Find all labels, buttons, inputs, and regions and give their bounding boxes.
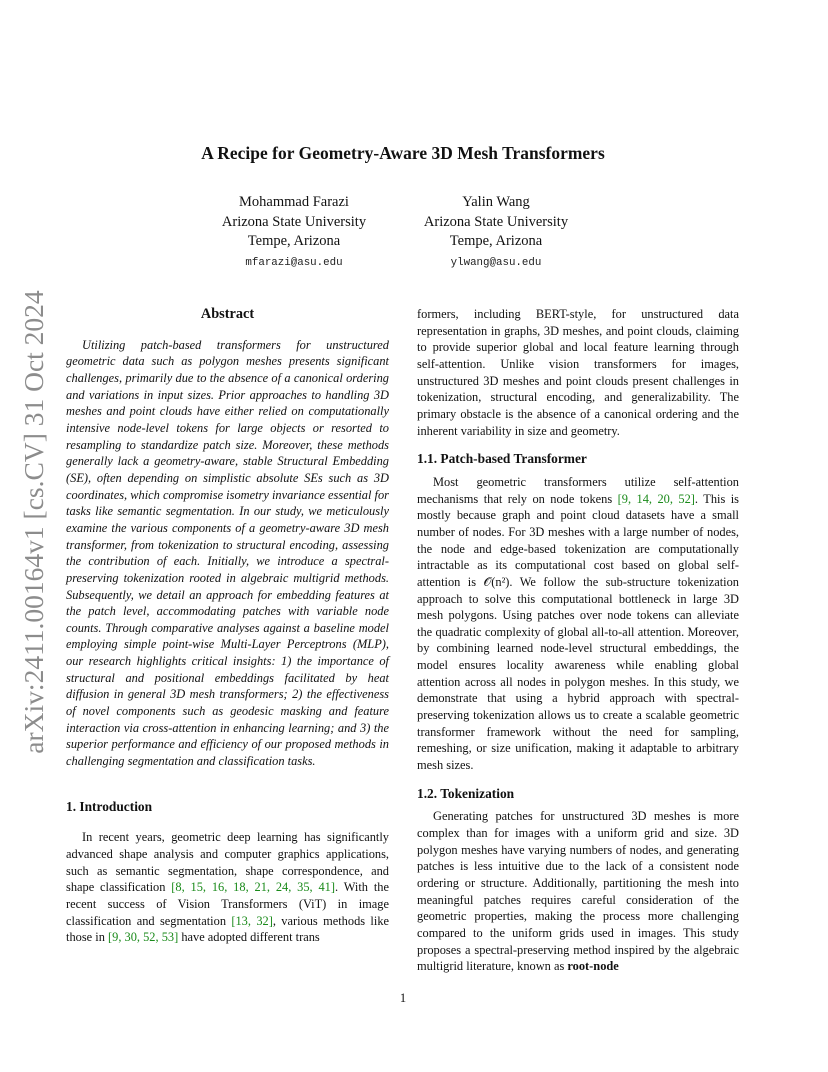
introduction-continued — [417, 306, 739, 439]
abstract-text: Utilizing patch-based transformers for unstructured geometric data such as polygon meshes presents significant challenges, primarily due to the absence of a canonical ordering and variations in input sizes. Prior approaches to handling 3D meshes and point clouds have either relied on computationally intensive node-level tokens for large objects or resorted to resampling to standardize patch size. Moreover, these methods generally lack a geometry-aware, stable Structural Embedding (SE), often depending on simplistic absolute SEs such as 3D coordinates, which compromise isometry invariance essential for tasks like semantic segmentation. In our study, we meticulously examine the various components of a geometry-aware 3D mesh transformer, from tokenization to structural encoding, assessing the contribution of each. Initially, we introduce a spectral-preserving tokenization rooted in algebraic multigrid methods. Subsequently, we detail an approach for embedding features at the patch level, accommodating patches with variable node counts. Through comparative analyses against a baseline model employing simple point-wise Multi-Layer Perceptrons (MLP), our research highlights critical insights: 1) the importance of structural and positional embeddings facilitated by heat diffusion in general 3D mesh transformers; 2) the effectiveness of novel components such as geodesic masking and feature interaction via cross-attention in enhancing learning; and 3) the superior performance and efficiency of our proposed methods in challenging segmentation and classification tasks. — [66, 337, 389, 769]
author-email[interactable]: mfarazi@asu.edu — [245, 256, 343, 269]
citation-link[interactable]: [13, 32] — [231, 913, 273, 928]
author-email[interactable]: ylwang@asu.edu — [450, 256, 542, 269]
arxiv-id-text: arXiv:2411.00164v1 [cs.CV] 31 Oct 2024 — [18, 290, 49, 754]
tokenization-heading: 1.2. Tokenization — [417, 785, 515, 801]
author-name: Yalin Wang — [462, 194, 530, 210]
keyword-root-node: root-node — [567, 959, 619, 974]
right-column — [417, 306, 739, 975]
author-affiliation: Arizona State University — [423, 213, 569, 230]
abstract-heading: Abstract — [200, 306, 255, 322]
intro-text-4-cont: formers, including BERT-style, for unstructured data representation in graphs, 3D meshes, and point clouds, claiming to provide superior global and local feature learning through self-attention. Unlike vision transformers for images, unstructured 3D meshes and point clouds present challenges in tokenization, structural encoding, and generalizability. The primary obstacle is the absence of a canonical ordering and the inherent variability in size and geometry. — [417, 307, 739, 438]
patch-section-heading: 1.1. Patch-based Transformer — [417, 451, 587, 467]
introduction-heading: 1. Introduction — [66, 798, 153, 814]
paper-title: A Recipe for Geometry-Aware 3D Mesh Transformers — [201, 143, 605, 163]
arxiv-identifier-stamp — [16, 287, 52, 757]
intro-text-4-start: have adopted different trans — [178, 930, 320, 945]
intro-text-3: , various methods like those in — [66, 913, 390, 945]
author-name: Mohammad Farazi — [239, 194, 349, 210]
left-column — [66, 306, 389, 946]
citation-link[interactable]: [8, 15, 16, 18, 21, 24, 35, 41] — [171, 880, 336, 895]
author-block-1 — [184, 193, 404, 273]
citation-link[interactable]: [9, 14, 20, 52] — [617, 491, 695, 506]
patch-section-paragraph — [417, 474, 739, 774]
author-location: Tempe, Arizona — [449, 233, 543, 249]
patch-text-1: Most geometric transformers utilize self-attention mechanisms that rely on node tokens — [417, 474, 739, 506]
author-affiliation: Arizona State University — [221, 213, 367, 230]
patch-text-2: . This is mostly because graph and point cloud datasets have a small number of nodes. For 3D meshes with a large number of nodes, the node and edge-based tokenization are computationally intractable as its computational cost based on global self-attention is 𝒪(n²). We follow the sub-structure tokenization approach to solve this computational bottleneck in large 3D mesh polygons. Using patches over node tokens can alleviate the quadratic complexity of global all-to-all attention. Moreover, by combining learned node-level structural embeddings, the model ensures locality awareness while enabling global attention across all nodes in polygon meshes. In this study, we demonstrate that using a hybrid approach with spectral-preserving tokenization allows us to create a scalable geometric transformer framework without the need for sampling, remeshing, or size unification, making it adaptable to arbitrary mesh sizes. — [417, 491, 739, 773]
introduction-paragraph — [66, 829, 389, 946]
author-location: Tempe, Arizona — [247, 233, 341, 249]
citation-link[interactable]: [9, 30, 52, 53] — [108, 930, 179, 945]
tokenization-text: Generating patches for unstructured 3D meshes is more complex than for images with a uniform grid and size. 3D polygon meshes have varying numbers of nodes, and generating patches is less intuitive due to the lack of a consistent node ordering or structure. Additionally, partitioning the mesh into meaningful patches requires careful consideration of the geometric properties, making the process more challenging compared to the uniform grids used in images. This study proposes a spectral-preserving method inspired by the algebraic multigrid literature, known as — [417, 809, 739, 974]
page-number: 1 — [399, 991, 407, 1005]
author-block-2 — [386, 193, 606, 273]
tokenization-paragraph — [417, 808, 739, 975]
intro-text-2: . With the recent success of Vision Transformers (ViT) in image classification and segmentation — [66, 880, 389, 928]
intro-text-1: In recent years, geometric deep learning has significantly advanced shape analysis and computer graphics applications, such as semantic segmentation, shape correspondence, and shape classification — [66, 830, 389, 895]
